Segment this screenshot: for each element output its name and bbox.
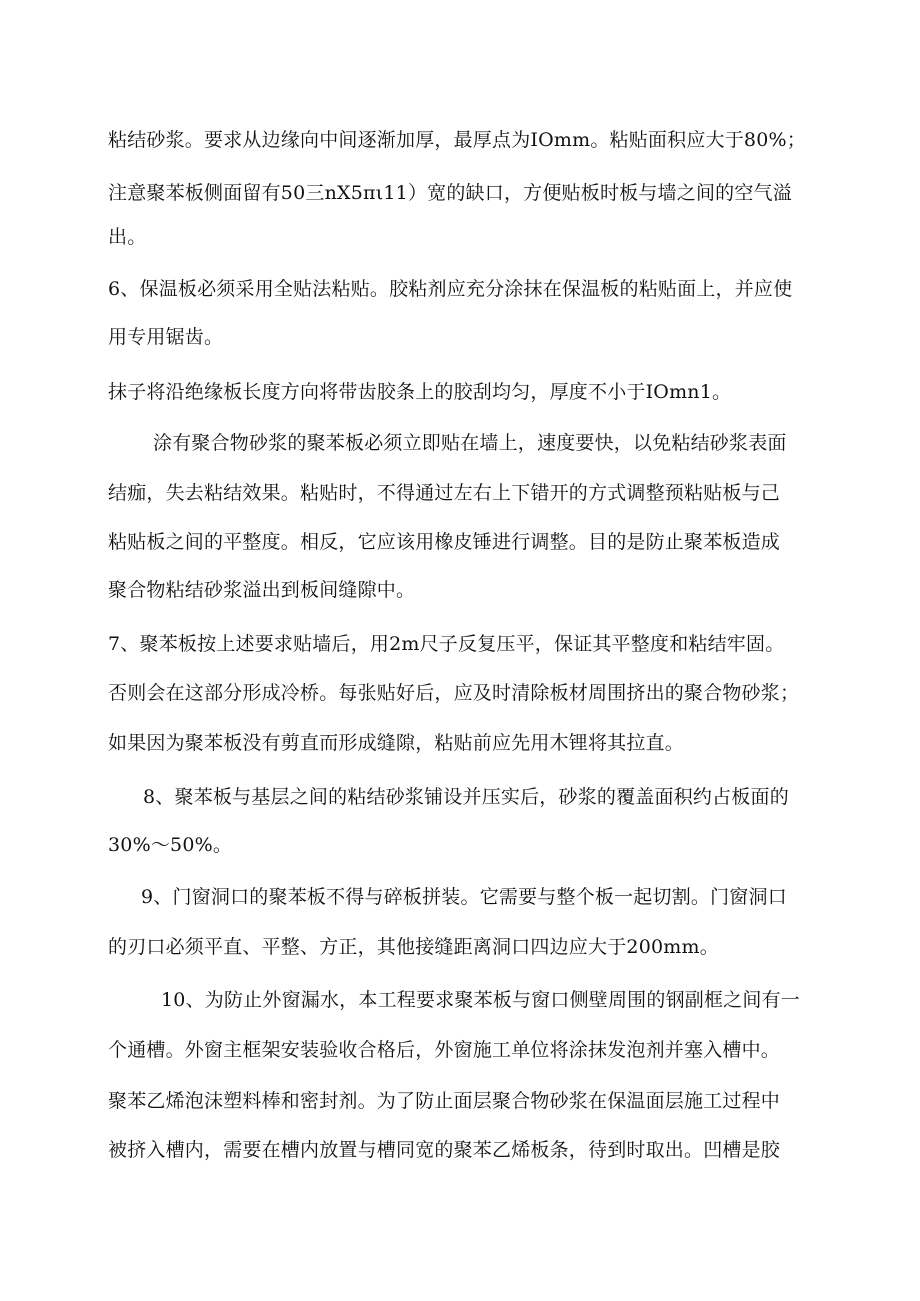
text-line: 8、聚苯板与基层之间的粘结砂浆铺设并压实后，砂浆的覆盖面积约占板面的 <box>143 786 789 808</box>
text-line: 7、聚苯板按上述要求贴墙后，用2m尺子反复压平，保证其平整度和粘结牢固。 <box>108 633 785 655</box>
text-line: 粘结砂浆。要求从边缘向中间逐渐加厚，最厚点为IOmm。粘贴面积应大于80%； <box>108 129 806 151</box>
text-line: 10、为防止外窗漏水，本工程要求聚苯板与窗口侧壁周围的钢副框之间有一 <box>161 989 800 1011</box>
text-line: 个通槽。外窗主框架安装验收合格后，外窗施工单位将涂抹发泡剂并塞入槽中。 <box>108 1039 781 1061</box>
text-line: 9、门窗洞口的聚苯板不得与碎板拼装。它需要与整个板一起切割。门窗洞口 <box>141 886 787 908</box>
text-line: 涂有聚合物砂浆的聚苯板必须立即贴在墙上，速度要快，以免粘结砂浆表面 <box>153 432 787 454</box>
text-line: 6、保温板必须采用全贴法粘贴。胶粘剂应充分涂抹在保温板的粘贴面上，并应使 <box>108 278 793 300</box>
text-line: 用专用锯齿。 <box>108 326 224 348</box>
text-line: 被挤入槽内，需要在槽内放置与槽同宽的聚苯乙烯板条，待到时取出。凹槽是胶 <box>108 1139 781 1161</box>
text-line: 聚苯乙烯泡沫塑料棒和密封剂。为了防止面层聚合物砂浆在保温面层施工过程中 <box>108 1090 781 1112</box>
text-line: 30%～50%。 <box>108 834 233 856</box>
text-line: 否则会在这部分形成冷桥。每张贴好后，应及时清除板材周围挤出的聚合物砂浆； <box>108 682 800 704</box>
text-line: 出。 <box>108 226 147 248</box>
text-line: 抹子将沿绝缘板长度方向将带齿胶条上的胶刮均匀，厚度不小于IOmn1。 <box>108 381 732 403</box>
text-line: 如果因为聚苯板没有剪直而形成缝隙，粘贴前应先用木锂将其拉直。 <box>108 732 685 754</box>
text-line: 聚合物粘结砂浆溢出到板间缝隙中。 <box>108 579 416 601</box>
text-line: 的刃口必须平直、平整、方正，其他接缝距离洞口四边应大于200mm。 <box>108 936 719 958</box>
text-line: 注意聚苯板侧面留有50三nX5πι11）宽的缺口，方便贴板时板与墙之间的空气溢 <box>108 182 792 204</box>
text-line: 结痂，失去粘结效果。粘贴时，不得通过左右上下错开的方式调整预粘贴板与己 <box>108 482 781 504</box>
text-line: 粘贴板之间的平整度。相反，它应该用橡皮锤进行调整。目的是防止聚苯板造成 <box>108 531 781 553</box>
